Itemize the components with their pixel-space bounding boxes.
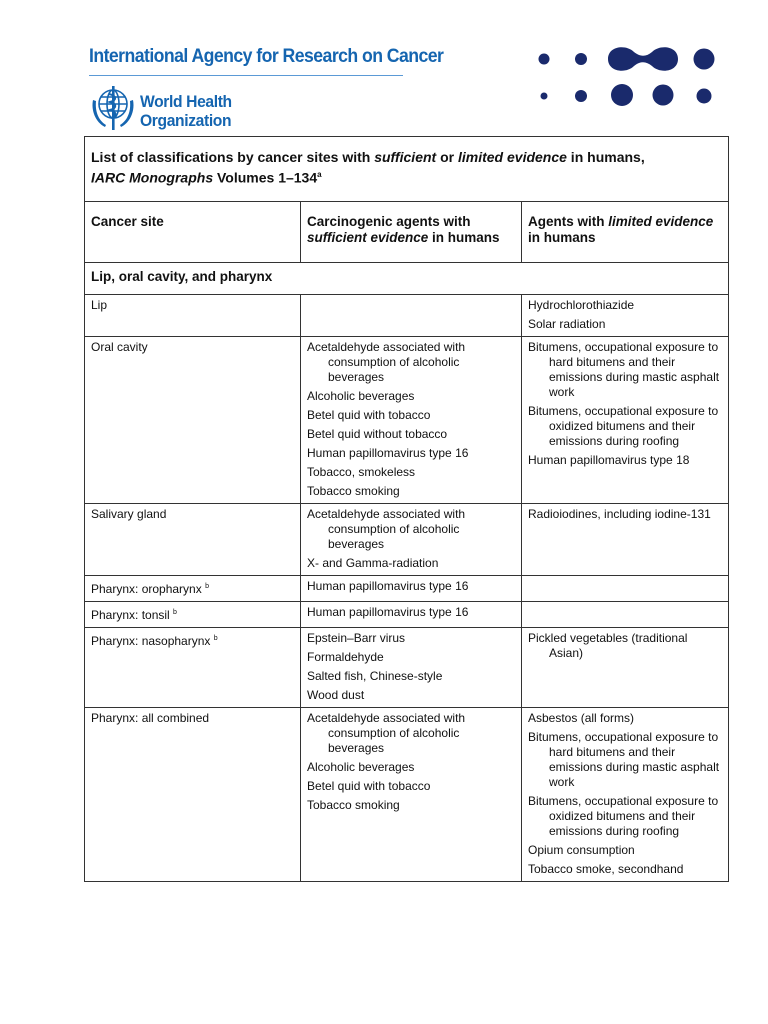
agent-item: Asbestos (all forms) [528,710,635,725]
agent-item: Hydrochlorothiazide [528,297,635,312]
section-heading: Lip, oral cavity, and pharynx [85,262,729,294]
agent-item: Solar radiation [528,316,606,331]
sufficient-evidence-cell [301,294,522,336]
agent-item: Bitumens, occupational exposure to hard bitumens and their emissions during mastic asphalt work [528,729,720,789]
who-name: World Health Organization [140,92,232,130]
agent-item: Pickled vegetables (traditional Asian) [528,630,688,660]
agent-item: Human papillomavirus type 16 [307,604,469,619]
agent-item: Acetaldehyde associated with consumption of alcoholic beverages [307,339,466,384]
agent-item: X- and Gamma-radiation [307,555,439,570]
sufficient-evidence-cell [301,601,522,627]
cancer-site-cell [85,336,301,503]
limited-evidence-cell [522,707,729,881]
cancer-site-label: Pharynx: nasopharynx [91,633,211,648]
agent-item: Opium consumption [528,842,635,857]
iarc-title: International Agency for Research on Cancer [89,46,444,67]
agent-item: Acetaldehyde associated with consumption of alcoholic beverages [307,710,466,755]
agent-item: Tobacco, smokeless [307,464,416,479]
table-title-row [85,137,729,202]
cancer-site-cell [85,707,301,881]
agent-item: Tobacco smoking [307,797,400,812]
cancer-site-cell [85,294,301,336]
table-row [85,707,729,881]
iarc-dots-logo-icon [530,40,720,112]
iarc-title-rule [89,75,403,76]
sufficient-evidence-cell [301,575,522,601]
limited-evidence-cell [522,503,729,575]
column-header-site: Cancer site [85,201,301,262]
agent-item: Human papillomavirus type 16 [307,445,469,460]
agent-item: Betel quid with tobacco [307,778,431,793]
cancer-site-cell [85,575,301,601]
sufficient-evidence-cell [301,707,522,881]
footnote-marker: b [173,608,177,616]
cancer-site-label: Pharynx: tonsil [91,607,170,622]
agent-item: Bitumens, occupational exposure to oxidized bitumens and their emissions during roofing [528,403,719,448]
agent-item: Betel quid with tobacco [307,407,431,422]
table-row [85,503,729,575]
agent-item: Alcoholic beverages [307,759,415,774]
table-row [85,601,729,627]
sufficient-evidence-cell [301,336,522,503]
agent-item: Radioiodines, including iodine-131 [528,506,711,521]
sufficient-evidence-cell [301,503,522,575]
cancer-site-cell [85,627,301,707]
table-row [85,575,729,601]
cancer-site-label: Oral cavity [91,339,148,354]
agent-item: Alcoholic beverages [307,388,415,403]
agent-item: Human papillomavirus type 16 [307,578,469,593]
cancer-site-label: Pharynx: oropharynx [91,581,202,596]
sufficient-evidence-cell [301,627,522,707]
table-row [85,627,729,707]
agent-item: Epstein–Barr virus [307,630,406,645]
cancer-site-cell [85,601,301,627]
footnote-marker: b [213,634,218,642]
limited-evidence-cell [522,627,729,707]
agent-item: Tobacco smoke, secondhand [528,861,684,876]
table-row [85,294,729,336]
agent-item: Betel quid without tobacco [307,426,448,441]
limited-evidence-cell [522,336,729,503]
agent-item: Bitumens, occupational exposure to oxidized bitumens and their emissions during roofing [528,793,719,838]
agent-item: Tobacco smoking [307,483,400,498]
column-header-sufficient: Carcinogenic agents with sufficient evidence in humans [301,201,522,262]
table-row [85,336,729,503]
cancer-site-label: Salivary gland [91,506,167,521]
cancer-site-label: Pharynx: all combined [91,710,210,725]
column-header-limited: Agents with limited evidence in humans [522,201,729,262]
agent-item: Bitumens, occupational exposure to hard bitumens and their emissions during mastic asphalt work [528,339,720,399]
agent-item: Human papillomavirus type 18 [528,452,690,467]
agent-item: Wood dust [307,687,365,702]
page-header [0,0,768,136]
limited-evidence-cell [522,294,729,336]
cancer-site-label: Lip [91,297,108,312]
agent-item: Formaldehyde [307,649,384,664]
who-emblem-icon [89,82,137,132]
footnote-marker: a [317,170,322,179]
limited-evidence-cell [522,601,729,627]
classification-table [84,136,729,882]
table-title: List of classifications by cancer sites with sufficient or limited evidence in humans, IARC Monographs Volumes 1–134$^a$ [85,137,729,202]
limited-evidence-cell [522,575,729,601]
section-row [85,262,729,294]
agent-item: Salted fish, Chinese-style [307,668,443,683]
agent-item: Acetaldehyde associated with consumption of alcoholic beverages [307,506,466,551]
cancer-site-cell [85,503,301,575]
column-header-row [85,201,729,262]
footnote-marker: b [205,582,209,590]
